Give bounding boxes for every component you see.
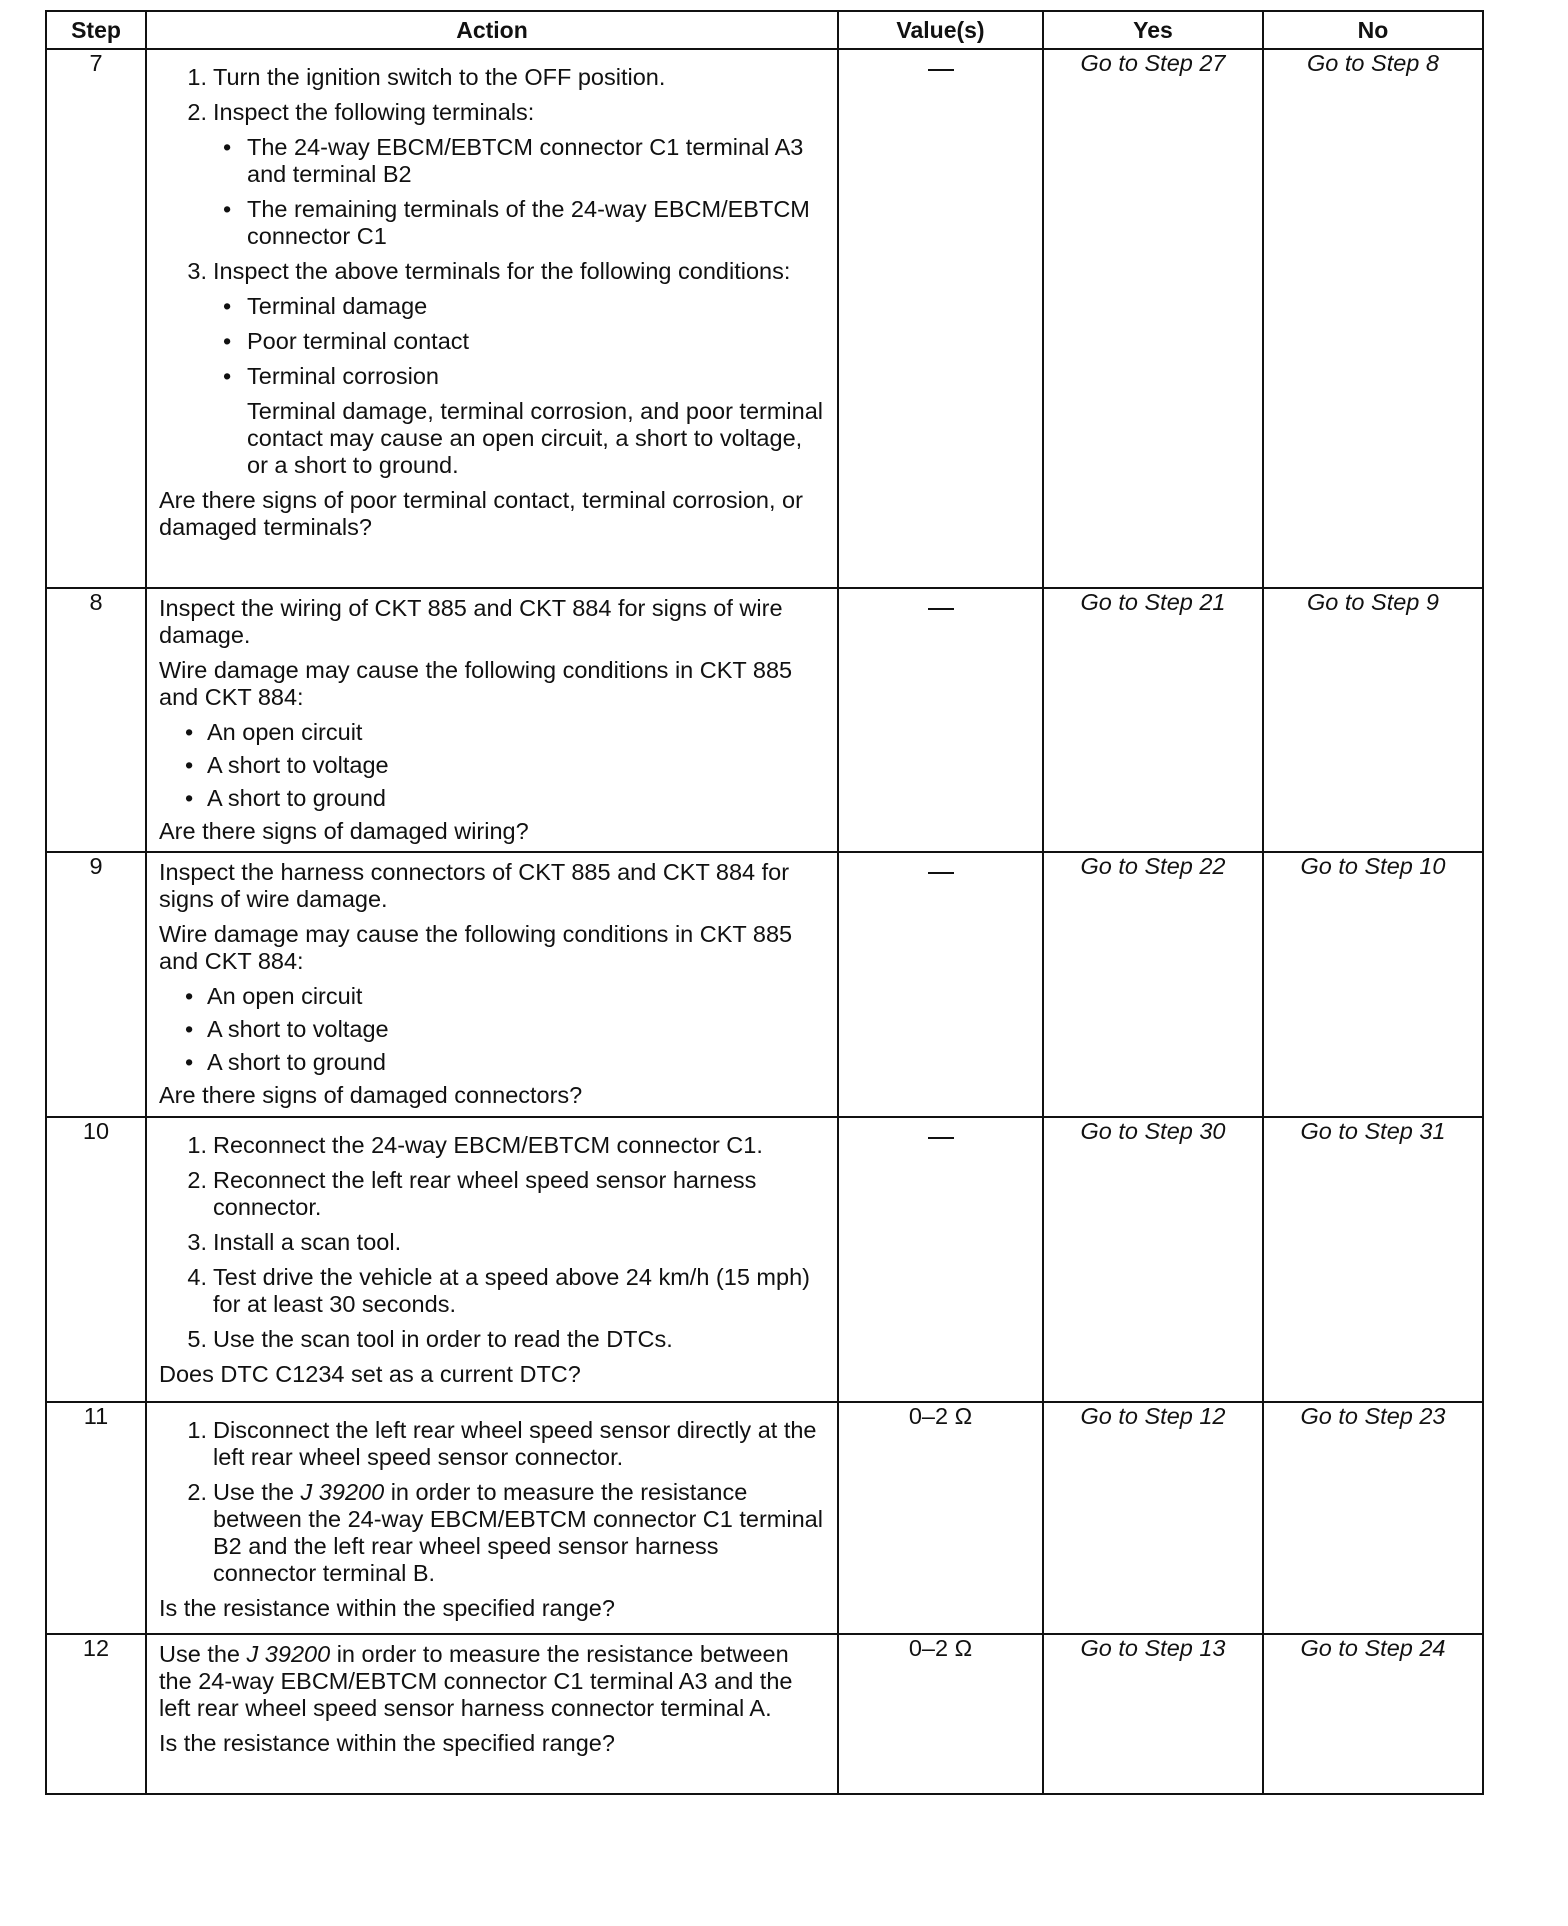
table-row <box>46 588 1483 852</box>
diagnostic-page <box>45 10 1482 1795</box>
step-number: 12 <box>46 1634 146 1794</box>
cause-text: Wire damage may cause the following conditions in CKT 885 and CKT 884: <box>159 921 793 974</box>
action-step: 3. Inspect the above terminals for the following conditions: • Terminal damage • Poor terminal contact • Terminal corrosion Terminal damage, terminal corrosion, and poor terminal contact may cause an open circuit, a short to voltage, or a short to ground. <box>179 258 823 479</box>
question-text: Does DTC C1234 set as a current DTC? <box>159 1361 581 1387</box>
action-cell <box>146 588 838 852</box>
no-goto: Go to Step 9 <box>1263 588 1483 852</box>
no-goto: Go to Step 8 <box>1263 49 1483 588</box>
action-cell <box>146 49 838 588</box>
question-text: Are there signs of damaged connectors? <box>159 1082 583 1108</box>
bullet-list <box>213 293 823 390</box>
step-number: 10 <box>46 1117 146 1402</box>
value-cell: 0–2 Ω <box>838 1402 1043 1634</box>
action-step: 1. Reconnect the 24-way EBCM/EBTCM connector C1. <box>187 1132 763 1158</box>
action-cell <box>146 1117 838 1402</box>
action-step: 2. Reconnect the left rear wheel speed sensor harness connector. <box>187 1167 757 1220</box>
header-no: No <box>1263 11 1483 49</box>
bullet-item: • The 24-way EBCM/EBTCM connector C1 terminal A3 and terminal B2 <box>213 134 823 188</box>
step-number: 8 <box>46 588 146 852</box>
intro-text: Inspect the harness connectors of CKT 885 and CKT 884 for signs of wire damage. <box>159 859 790 912</box>
step-number: 7 <box>46 49 146 588</box>
value-cell <box>838 49 1043 588</box>
header-row <box>46 11 1483 49</box>
bullet-list <box>213 134 823 250</box>
note-text: Terminal damage, terminal corrosion, and poor terminal contact may cause an open circuit, a short to voltage, or a short to ground. <box>247 398 824 478</box>
table-row <box>46 1634 1483 1794</box>
yes-goto: Go to Step 13 <box>1043 1634 1263 1794</box>
step-number: 9 <box>46 852 146 1117</box>
yes-goto: Go to Step 22 <box>1043 852 1263 1117</box>
header-action: Action <box>146 11 838 49</box>
bullet-item: • A short to voltage <box>159 752 823 779</box>
action-steps <box>159 1417 823 1587</box>
bullet-item: • An open circuit <box>159 983 823 1010</box>
action-step: 4. Test drive the vehicle at a speed above 24 km/h (15 mph) for at least 30 seconds. <box>187 1264 810 1317</box>
action-steps <box>159 64 823 479</box>
header-values: Value(s) <box>838 11 1043 49</box>
bullet-item: • The remaining terminals of the 24-way EBCM/EBTCM connector C1 <box>213 196 823 250</box>
header-step: Step <box>46 11 146 49</box>
header-yes: Yes <box>1043 11 1263 49</box>
action-step: 5. Use the scan tool in order to read the DTCs. <box>187 1326 673 1352</box>
action-step: 3. Install a scan tool. <box>187 1229 402 1255</box>
action-step: 2. Inspect the following terminals: • The 24-way EBCM/EBTCM connector C1 terminal A3 and terminal B2 • The remaining terminals of the 24-way EBCM/EBTCM connector C1 <box>179 99 823 250</box>
table-row <box>46 852 1483 1117</box>
tool-reference: J 39200 <box>300 1479 385 1505</box>
question-text: Is the resistance within the specified range? <box>159 1595 615 1621</box>
bullet-list <box>159 719 823 812</box>
bullet-item: • A short to voltage <box>159 1016 823 1043</box>
bullet-item: • A short to ground <box>159 785 823 812</box>
table-row <box>46 1402 1483 1634</box>
action-cell <box>146 1402 838 1634</box>
value-cell: 0–2 Ω <box>838 1634 1043 1794</box>
no-goto: Go to Step 10 <box>1263 852 1483 1117</box>
dash-mark <box>928 872 954 874</box>
intro-text: Use the J 39200 in order to measure the resistance between the 24-way EBCM/EBTCM connector C1 terminal A3 and the left rear wheel speed sensor harness connector terminal A. <box>159 1641 793 1721</box>
diagnostic-table <box>45 10 1484 1795</box>
tool-reference: J 39200 <box>246 1641 331 1667</box>
action-step: 2. Use the J 39200 in order to measure the resistance between the 24-way EBCM/EBTCM connector C1 terminal B2 and the left rear wheel speed sensor harness connector terminal B. <box>187 1479 823 1586</box>
bullet-item: • Terminal corrosion <box>213 363 823 390</box>
no-goto: Go to Step 31 <box>1263 1117 1483 1402</box>
bullet-item: • Poor terminal contact <box>213 328 823 355</box>
bullet-item: • Terminal damage <box>213 293 823 320</box>
question-text: Are there signs of poor terminal contact, terminal corrosion, or damaged terminals? <box>159 487 803 540</box>
yes-goto: Go to Step 27 <box>1043 49 1263 588</box>
action-steps <box>159 1132 823 1353</box>
cause-text: Wire damage may cause the following conditions in CKT 885 and CKT 884: <box>159 657 793 710</box>
bullet-list <box>159 983 823 1076</box>
yes-goto: Go to Step 12 <box>1043 1402 1263 1634</box>
value-cell <box>838 1117 1043 1402</box>
yes-goto: Go to Step 21 <box>1043 588 1263 852</box>
action-step: 1. Disconnect the left rear wheel speed sensor directly at the left rear wheel speed sensor connector. <box>187 1417 817 1470</box>
step-number: 11 <box>46 1402 146 1634</box>
table-row <box>46 49 1483 588</box>
table-row <box>46 1117 1483 1402</box>
value-cell <box>838 588 1043 852</box>
question-text: Are there signs of damaged wiring? <box>159 818 529 844</box>
dash-mark <box>928 1137 954 1139</box>
action-step: 1. Turn the ignition switch to the OFF position. <box>187 64 666 90</box>
bullet-item: • An open circuit <box>159 719 823 746</box>
no-goto: Go to Step 24 <box>1263 1634 1483 1794</box>
value-cell <box>838 852 1043 1117</box>
bullet-item: • A short to ground <box>159 1049 823 1076</box>
no-goto: Go to Step 23 <box>1263 1402 1483 1634</box>
dash-mark <box>928 69 954 71</box>
intro-text: Inspect the wiring of CKT 885 and CKT 884 for signs of wire damage. <box>159 595 783 648</box>
action-cell <box>146 1634 838 1794</box>
question-text: Is the resistance within the specified range? <box>159 1730 615 1756</box>
dash-mark <box>928 608 954 610</box>
yes-goto: Go to Step 30 <box>1043 1117 1263 1402</box>
action-cell <box>146 852 838 1117</box>
